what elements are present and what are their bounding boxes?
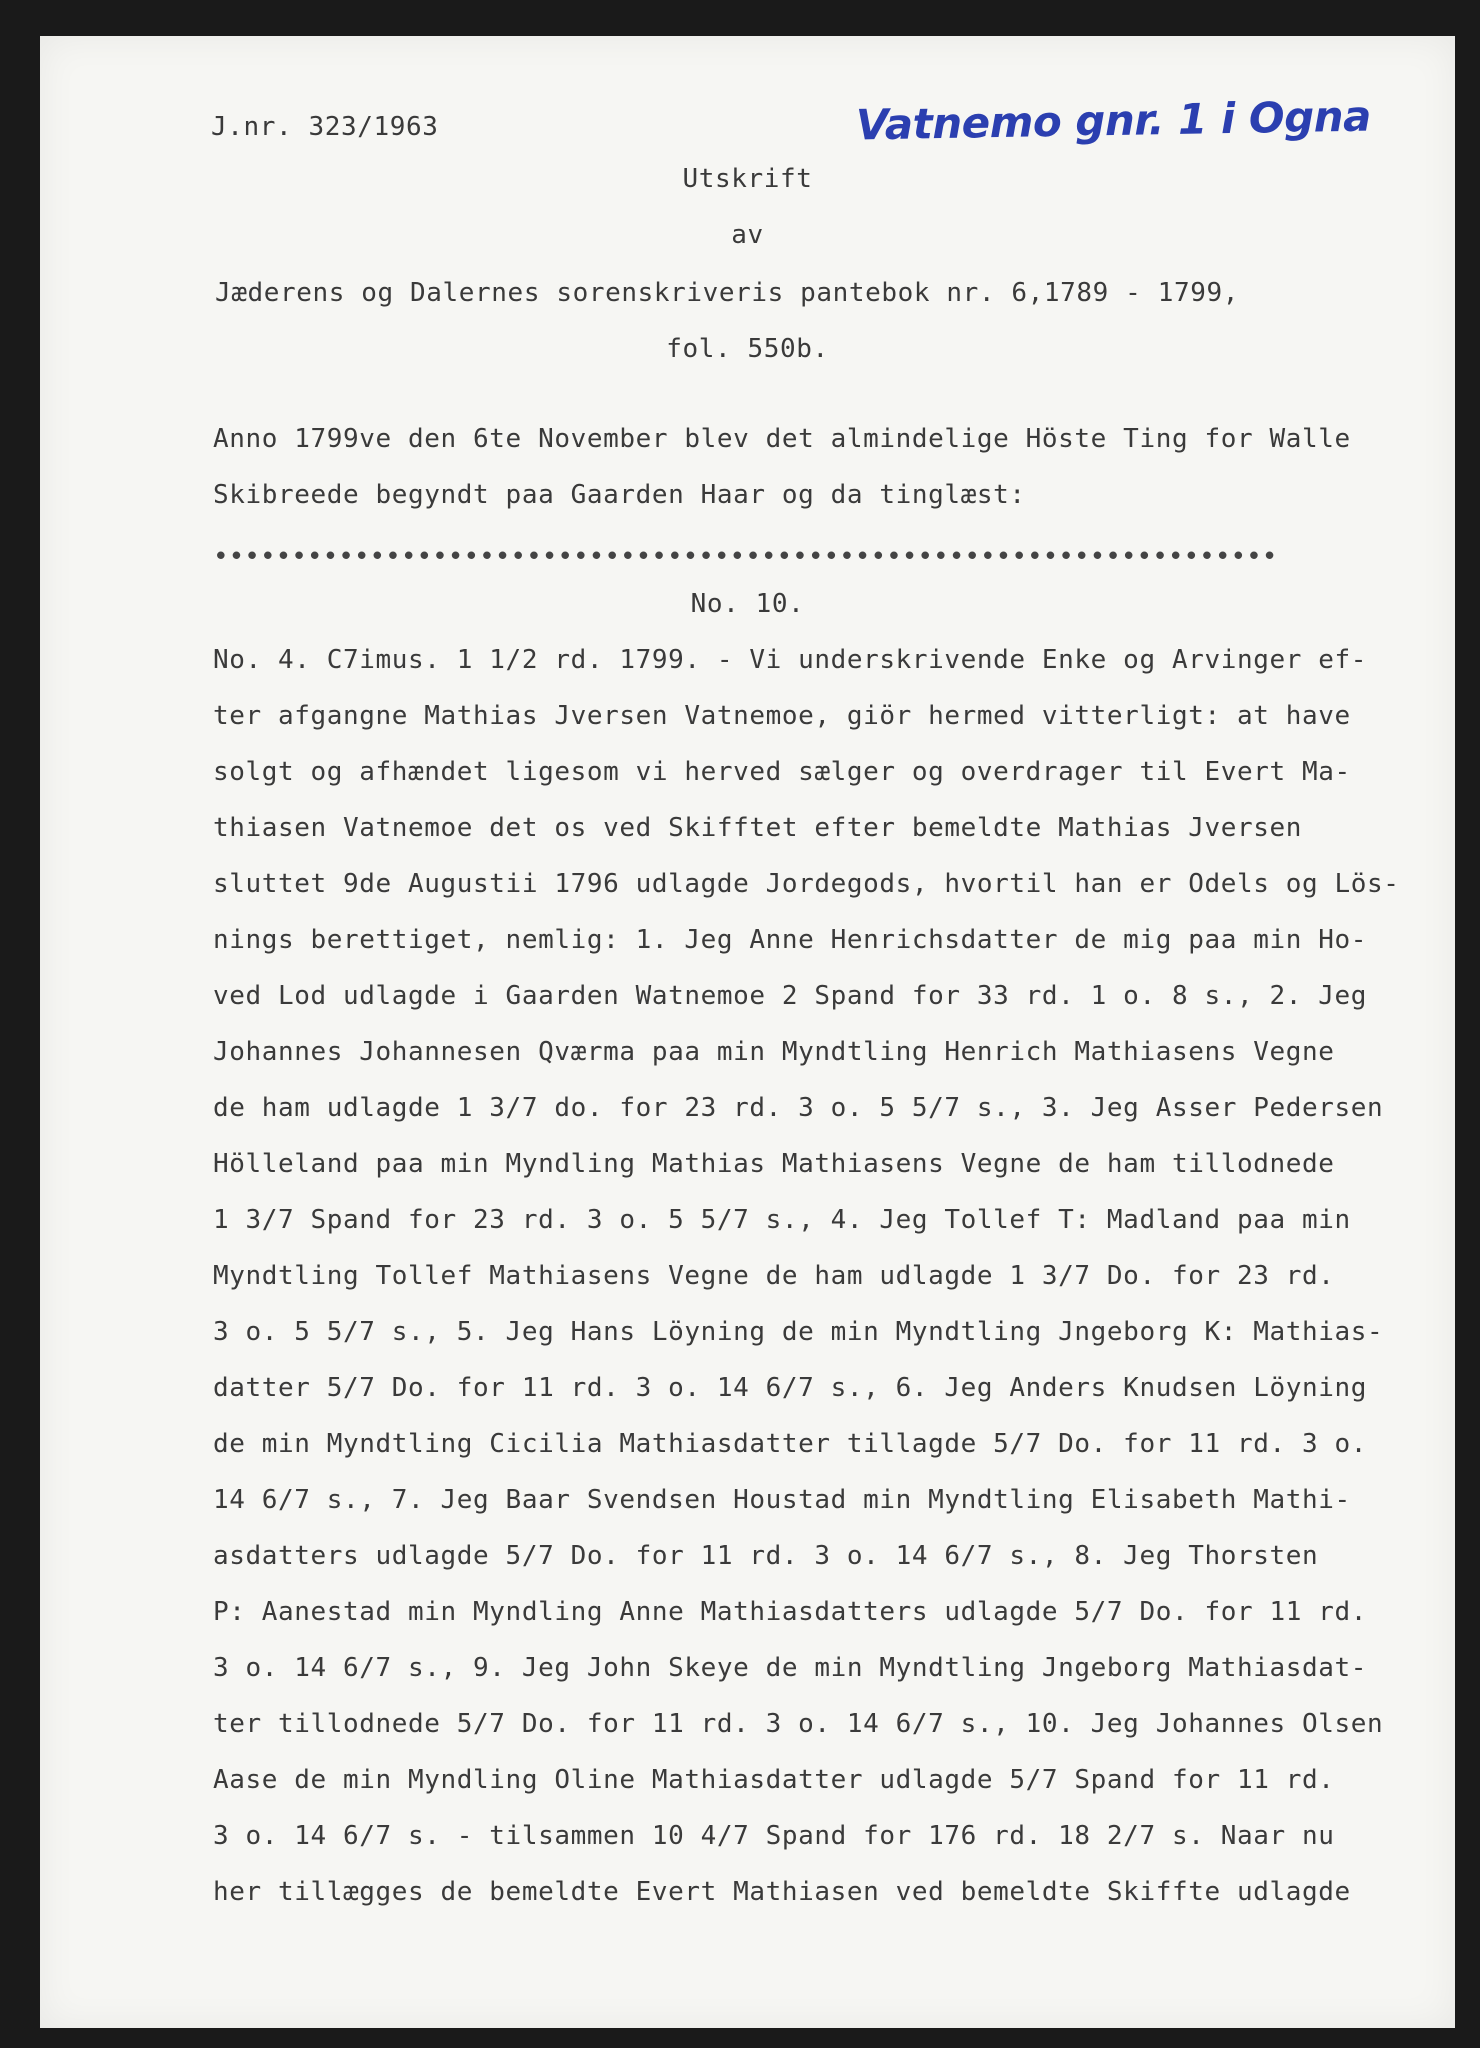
body-line: ter afgangne Mathias Jversen Vatnemoe, giör hermed vitterligt: at have <box>213 701 1351 731</box>
body-line: Johannes Johannesen Qværma paa min Myndtling Henrich Mathiasens Vegne <box>213 1037 1335 1067</box>
body-line: Aase de min Myndling Oline Mathiasdatter udlagde 5/7 Spand for 11 rd. <box>213 1765 1335 1795</box>
body-line: de ham udlagde 1 3/7 do. for 23 rd. 3 o. 5 5/7 s., 3. Jeg Asser Pedersen <box>213 1093 1384 1123</box>
body-line: ter tillodnede 5/7 Do. for 11 rd. 3 o. 14 6/7 s., 10. Jeg Johannes Olsen <box>213 1709 1384 1739</box>
body-line: Hölleland paa min Myndling Mathias Mathiasens Vegne de ham tillodnede <box>213 1149 1335 1179</box>
body-line: her tillægges de bemeldte Evert Mathiasen ved bemeldte Skiffte udlagde <box>213 1877 1351 1907</box>
document-page <box>40 36 1455 2028</box>
entry-number: No. 10. <box>690 589 805 619</box>
document-title: Utskrift <box>682 164 813 194</box>
body-line: No. 4. C7imus. 1 1/2 rd. 1799. - Vi underskrivende Enke og Arvinger ef- <box>213 645 1367 675</box>
body-line: 3 o. 5 5/7 s., 5. Jeg Hans Löyning de min Myndtling Jngeborg K: Mathias- <box>213 1317 1384 1347</box>
body-line: sluttet 9de Augustii 1796 udlagde Jordegods, hvortil han er Odels og Lös- <box>213 869 1400 899</box>
intro-line: Skibreede begyndt paa Gaarden Haar og da tinglæst: <box>213 480 1026 510</box>
intro-line: Anno 1799ve den 6te November blev det almindelige Höste Ting for Walle <box>213 424 1351 454</box>
body-line: 3 o. 14 6/7 s., 9. Jeg John Skeye de min Myndtling Jngeborg Mathiasdat- <box>213 1653 1367 1683</box>
dotted-separator: •••••••••••••••••••••••••••••••••••••••••••••••••••••••••••••••••••• <box>213 542 1278 572</box>
body-line: solgt og afhændet ligesom vi herved sælger og overdrager til Evert Ma- <box>213 757 1351 787</box>
body-line: ved Lod udlagde i Gaarden Watnemoe 2 Spand for 33 rd. 1 o. 8 s., 2. Jeg <box>213 981 1367 1011</box>
body-line: de min Myndtling Cicilia Mathiasdatter tillagde 5/7 Do. for 11 rd. 3 o. <box>213 1429 1367 1459</box>
title-av: av <box>731 220 764 250</box>
body-line: asdatters udlagde 5/7 Do. for 11 rd. 3 o. 14 6/7 s., 8. Jeg Thorsten <box>213 1541 1319 1571</box>
source-line-1: Jæderens og Dalernes sorenskriveris pantebok nr. 6,1789 - 1799, <box>215 278 1239 308</box>
body-line: thiasen Vatnemoe det os ved Skifftet efter bemeldte Mathias Jversen <box>213 813 1302 843</box>
body-line: P: Aanestad min Myndling Anne Mathiasdatters udlagde 5/7 Do. for 11 rd. <box>213 1597 1367 1627</box>
body-line: 1 3/7 Spand for 23 rd. 3 o. 5 5/7 s., 4. Jeg Tollef T: Madland paa min <box>213 1205 1351 1235</box>
body-line: 3 o. 14 6/7 s. - tilsammen 10 4/7 Spand for 176 rd. 18 2/7 s. Naar nu <box>213 1821 1335 1851</box>
body-line: 14 6/7 s., 7. Jeg Baar Svendsen Houstad min Myndtling Elisabeth Mathi- <box>213 1485 1351 1515</box>
body-line: datter 5/7 Do. for 11 rd. 3 o. 14 6/7 s., 6. Jeg Anders Knudsen Löyning <box>213 1373 1367 1403</box>
body-line: nings berettiget, nemlig: 1. Jeg Anne Henrichsdatter de mig paa min Ho- <box>213 925 1367 955</box>
source-line-2: fol. 550b. <box>666 334 829 364</box>
handwritten-note: Vatnemo gnr. 1 i Ogna <box>855 91 1372 150</box>
journal-number: J.nr. 323/1963 <box>211 112 439 142</box>
body-line: Myndtling Tollef Mathiasens Vegne de ham udlagde 1 3/7 Do. for 23 rd. <box>213 1261 1335 1291</box>
